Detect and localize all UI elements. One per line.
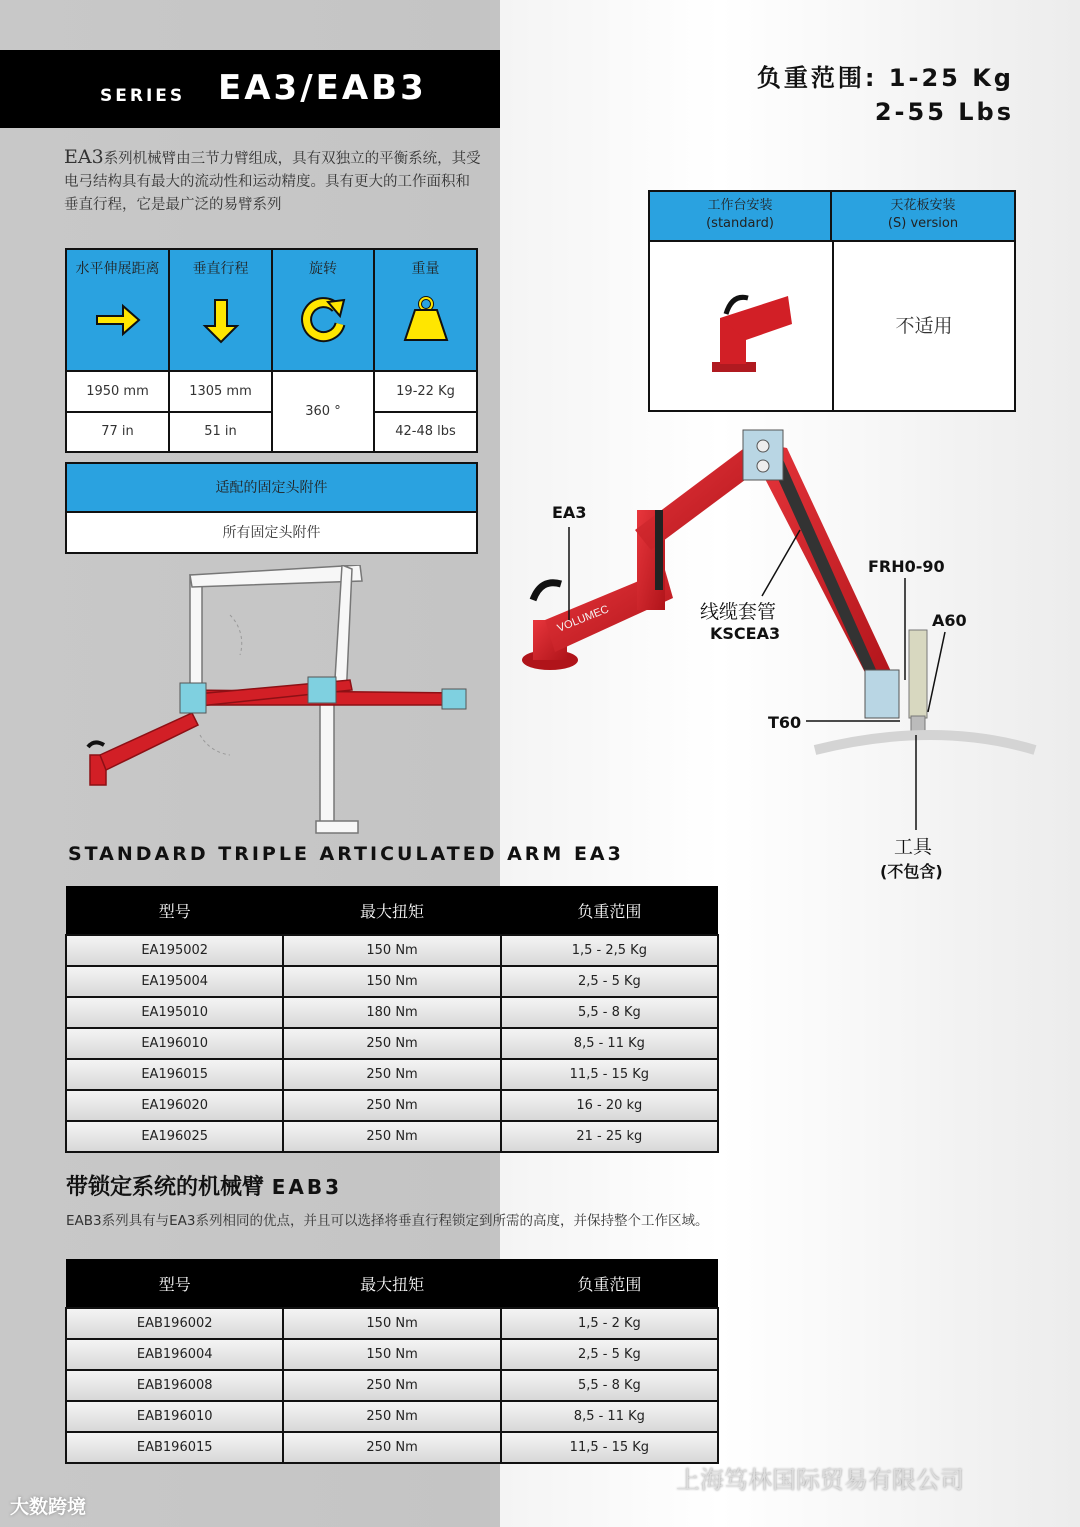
col-model: 型号 xyxy=(66,1259,283,1308)
spec-rotation: 360 ° xyxy=(273,370,375,451)
watermark-right: 上海笃林国际贸易有限公司 xyxy=(676,1466,964,1494)
mount-standard-en: (standard) xyxy=(706,216,774,231)
eab3-description: EAB3系列具有与EA3系列相同的优点，并且可以选择将垂直行程锁定到所需的高度，并保持整个工作区域。 xyxy=(66,1213,709,1229)
table-row xyxy=(66,1308,718,1339)
spec-col-label: 垂直行程 xyxy=(192,261,249,277)
col-load: 负重范围 xyxy=(501,1259,718,1308)
cell-load: 16 - 20 kg xyxy=(501,1090,718,1121)
cell-torque: 150 Nm xyxy=(283,1339,500,1370)
cell-load: 21 - 25 kg xyxy=(501,1121,718,1152)
series-label: SERIES xyxy=(100,86,186,106)
cell-load: 2,5 - 5 Kg xyxy=(501,966,718,997)
cell-load: 11,5 - 15 Kg xyxy=(501,1059,718,1090)
cell-model: EAB196002 xyxy=(66,1308,283,1339)
callout-cable: 线缆套管 xyxy=(700,601,777,623)
cell-model: EA195010 xyxy=(66,997,283,1028)
table-row xyxy=(66,997,718,1028)
callout-ea3: EA3 xyxy=(552,503,587,522)
spec-reach-mm: 1950 mm xyxy=(67,370,170,411)
col-load: 负重范围 xyxy=(501,886,718,935)
table-row xyxy=(66,1401,718,1432)
spec-stroke-mm: 1305 mm xyxy=(170,370,273,411)
cell-model: EAB196010 xyxy=(66,1401,283,1432)
cell-torque: 250 Nm xyxy=(283,1090,500,1121)
callout-t60: T60 xyxy=(768,713,802,732)
attachment-head: 适配的固定头附件 xyxy=(67,464,476,513)
watermark-left: 大数跨境 xyxy=(10,1496,87,1518)
cell-model: EA196025 xyxy=(66,1121,283,1152)
eab3-title-en: EAB3 xyxy=(271,1175,342,1199)
cell-model: EA195004 xyxy=(66,966,283,997)
mount-not-applicable: 不适用 xyxy=(895,315,953,337)
spec-reach-in: 77 in xyxy=(67,411,170,451)
series-title: EA3/EAB3 xyxy=(218,68,427,108)
spec-weight-kg: 19-22 Kg xyxy=(375,370,476,411)
cell-load: 1,5 - 2 Kg xyxy=(501,1308,718,1339)
col-torque: 最大扭矩 xyxy=(283,1259,500,1308)
load-range-kg: 负重范围: 1-25 Kg xyxy=(756,64,1014,92)
cell-torque: 150 Nm xyxy=(283,966,500,997)
spec-col-label: 重量 xyxy=(411,261,440,277)
callout-frh: FRH0-90 xyxy=(868,557,945,576)
table-row xyxy=(66,935,718,966)
intro-text: 系列机械臂由三节力臂组成，具有双独立的平衡系统，其受电弓结构具有最大的流动性和运动精度。具有更大的工作面积和垂直行程，它是最广泛的易臂系列 xyxy=(64,151,481,213)
table-row xyxy=(66,1059,718,1090)
col-model: 型号 xyxy=(66,886,283,935)
cell-torque: 250 Nm xyxy=(283,1401,500,1432)
cell-torque: 250 Nm xyxy=(283,1121,500,1152)
table-header-row xyxy=(66,886,718,935)
callout-a60: A60 xyxy=(932,611,967,630)
table-row xyxy=(66,1432,718,1463)
table-row xyxy=(66,1370,718,1401)
spec-col-label: 水平伸展距离 xyxy=(75,261,160,277)
eab3-title xyxy=(66,1170,342,1201)
cell-torque: 250 Nm xyxy=(283,1059,500,1090)
attachment-body: 所有固定头附件 xyxy=(222,525,321,541)
cell-model: EA196020 xyxy=(66,1090,283,1121)
col-torque: 最大扭矩 xyxy=(283,886,500,935)
table-row xyxy=(66,1090,718,1121)
standard-arm-title: STANDARD TRIPLE ARTICULATED ARM EA3 xyxy=(68,843,624,865)
callout-tool-note: (不包含) xyxy=(880,862,943,881)
callout-tool: 工具 xyxy=(894,836,933,858)
cell-torque: 250 Nm xyxy=(283,1028,500,1059)
table-row xyxy=(66,1028,718,1059)
eab3-title-cn: 带锁定系统的机械臂 xyxy=(66,1174,265,1200)
spec-col-label: 旋转 xyxy=(309,261,337,277)
table-header-row xyxy=(66,1259,718,1308)
ea3-model-table xyxy=(65,886,719,1153)
cell-load: 5,5 - 8 Kg xyxy=(501,1370,718,1401)
cell-load: 8,5 - 11 Kg xyxy=(501,1401,718,1432)
cell-load: 8,5 - 11 Kg xyxy=(501,1028,718,1059)
cell-load: 2,5 - 5 Kg xyxy=(501,1339,718,1370)
cell-model: EAB196004 xyxy=(66,1339,283,1370)
cell-torque: 150 Nm xyxy=(283,935,500,966)
cell-model: EAB196008 xyxy=(66,1370,283,1401)
svg-text:VOLUMEC: VOLUMEC xyxy=(555,603,611,635)
eab3-model-table xyxy=(65,1259,719,1464)
cell-torque: 250 Nm xyxy=(283,1370,500,1401)
cell-load: 11,5 - 15 Kg xyxy=(501,1432,718,1463)
cell-model: EA195002 xyxy=(66,935,283,966)
mount-standard-cn: 工作台安装 xyxy=(707,198,773,213)
table-row xyxy=(66,1121,718,1152)
table-row xyxy=(66,966,718,997)
intro-lead: EA3 xyxy=(64,146,104,168)
load-range-lbs: 2-55 Lbs xyxy=(874,98,1014,126)
spec-stroke-in: 51 in xyxy=(170,411,273,451)
cell-load: 1,5 - 2,5 Kg xyxy=(501,935,718,966)
table-row xyxy=(66,1339,718,1370)
mount-ceiling-cn: 天花板安装 xyxy=(890,198,956,213)
spec-weight-lbs: 42-48 lbs xyxy=(375,411,476,451)
cell-load: 5,5 - 8 Kg xyxy=(501,997,718,1028)
cell-model: EAB196015 xyxy=(66,1432,283,1463)
cell-model: EA196010 xyxy=(66,1028,283,1059)
cell-torque: 250 Nm xyxy=(283,1432,500,1463)
mount-ceiling-en: (S) version xyxy=(887,216,959,231)
cell-torque: 180 Nm xyxy=(283,997,500,1028)
callout-cable-code: KSCEA3 xyxy=(710,624,781,643)
cell-torque: 150 Nm xyxy=(283,1308,500,1339)
cell-model: EA196015 xyxy=(66,1059,283,1090)
